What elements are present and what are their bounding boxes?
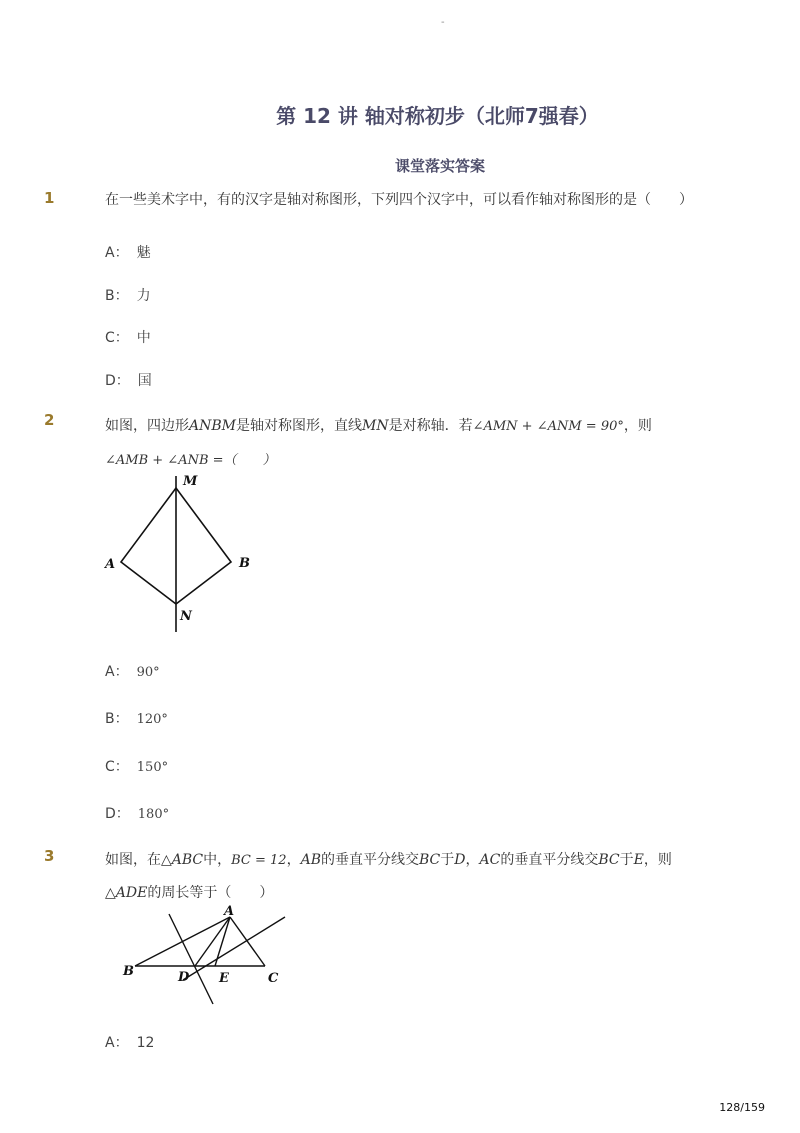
- question-3-option-a[interactable]: [105, 1032, 154, 1052]
- option-value: 90°: [136, 665, 160, 680]
- text-part: ，: [465, 852, 480, 868]
- math-bc-2: BC: [598, 852, 620, 868]
- math-bc: BC: [419, 852, 441, 868]
- question-2-option-b[interactable]: [105, 708, 168, 728]
- math-ade: △ADE: [105, 885, 148, 901]
- option-letter: A：: [105, 1035, 129, 1051]
- text-part: 如图，在: [105, 852, 161, 868]
- math-d: D: [454, 852, 466, 868]
- math-ac: AC: [479, 852, 501, 868]
- question-2-line2: [105, 449, 276, 468]
- math-ab: AB: [300, 852, 321, 868]
- text-part: 的周长等于（ ）: [147, 885, 274, 901]
- math-ANBM: ANBM: [189, 418, 236, 434]
- top-mark: -: [441, 17, 445, 28]
- option-letter: A：: [105, 245, 129, 261]
- option-value: 180°: [137, 807, 170, 822]
- text-part: 于: [619, 852, 634, 868]
- text-part: 如图，四边形: [105, 418, 189, 434]
- text-part: ，则: [623, 418, 652, 434]
- option-letter: A：: [105, 664, 129, 680]
- label-m: M: [183, 474, 198, 489]
- option-letter: D：: [105, 806, 130, 822]
- question-1-number: 1: [44, 189, 55, 207]
- question-2-option-a[interactable]: [105, 661, 160, 681]
- perpendicular-bisector-ab: [169, 914, 213, 1004]
- option-value: 120°: [136, 712, 168, 727]
- question-2-text: [105, 415, 652, 435]
- label-a: A: [105, 557, 116, 572]
- question-1-option-a[interactable]: [105, 242, 151, 262]
- label-n: N: [180, 609, 192, 624]
- text-part: 中，: [203, 852, 232, 868]
- page-title: 第 12 讲 轴对称初步（北师7强春）: [276, 104, 599, 128]
- option-letter: B：: [105, 711, 129, 727]
- text-part: 的垂直平分线交: [500, 852, 599, 868]
- page-number: 128/159: [719, 1101, 765, 1114]
- question-2-option-c[interactable]: [105, 756, 168, 776]
- text-part: ，则: [643, 852, 672, 868]
- option-value: 150°: [136, 760, 169, 775]
- label-b: B: [239, 556, 250, 571]
- question-1-option-c[interactable]: [105, 327, 151, 347]
- question-1-option-d[interactable]: [105, 370, 152, 390]
- option-value: 力: [136, 288, 151, 304]
- option-value: 中: [136, 330, 151, 346]
- question-1-text: 在一些美术字中，有的汉字是轴对称图形，下列四个汉字中，可以看作轴对称图形的是（ ）: [105, 192, 693, 208]
- option-letter: C：: [105, 330, 129, 346]
- question-1-option-b[interactable]: [105, 285, 151, 305]
- question-2-number: 2: [44, 411, 55, 429]
- label-b: B: [123, 964, 134, 979]
- option-value: 12: [136, 1035, 155, 1051]
- question-3-line2: [105, 882, 273, 902]
- option-letter: B：: [105, 288, 129, 304]
- option-value: 国: [137, 373, 152, 389]
- text-part: 是对称轴．若: [388, 418, 473, 434]
- option-value: 魅: [136, 245, 151, 261]
- math-abc: △ABC: [161, 852, 204, 868]
- label-a: A: [224, 904, 235, 919]
- text-part: 的垂直平分线交: [321, 852, 419, 868]
- page-subtitle: 课堂落实答案: [394, 157, 485, 175]
- math-MN: MN: [361, 418, 389, 434]
- text-part: ，: [286, 852, 301, 868]
- math-angle-sum: ∠AMN + ∠ANM = 90°: [472, 419, 624, 434]
- math-bc-eq: BC = 12: [231, 853, 287, 868]
- option-letter: C：: [105, 759, 129, 775]
- label-d: D: [178, 970, 190, 985]
- question-3-number: 3: [44, 847, 55, 865]
- math-angle-question: ∠AMB + ∠ANB =（ ）: [105, 453, 276, 468]
- text-part: 于: [440, 852, 455, 868]
- math-e: E: [633, 852, 644, 868]
- question-3-text: [105, 849, 672, 869]
- triangle-figure: [115, 900, 295, 1010]
- kite-figure: [100, 470, 260, 635]
- text-part: 是轴对称图形，直线: [235, 418, 362, 434]
- label-c: C: [268, 971, 279, 986]
- segment-ac: [230, 917, 265, 966]
- question-2-option-d[interactable]: [105, 803, 169, 823]
- option-letter: D：: [105, 373, 130, 389]
- segment-ad: [195, 917, 230, 966]
- label-e: E: [219, 971, 229, 986]
